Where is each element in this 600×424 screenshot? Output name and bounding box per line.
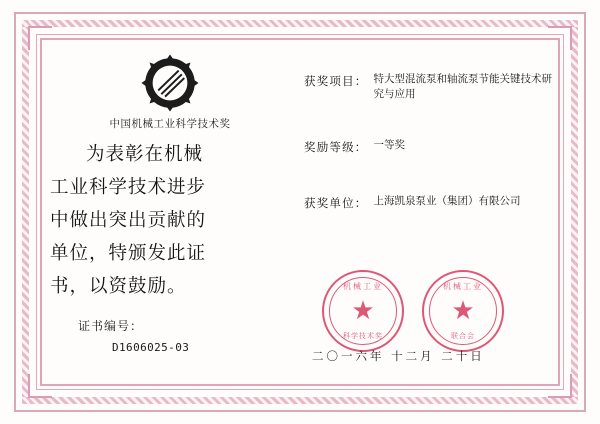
certificate-right-column [304,42,556,382]
field-project [304,72,556,102]
citation-line-4: 单位，特颁发此证 [50,243,207,264]
gear-icon [139,52,201,114]
seal-bottom-text-right: 联合会 [451,332,475,340]
field-project-label: 获奖项目： [304,74,368,88]
field-award-level [304,138,556,155]
citation-line-5: 书，以资鼓励。 [50,276,187,297]
citation-line-1: 为表彰在机械 [86,144,204,165]
certificate-number-value: D1606025-03 [112,341,190,354]
field-award-unit-value: 上海凯泉泵业（集团）有限公司 [373,195,521,207]
seal-top-text-right: 机械工业 [443,282,483,291]
field-project-value: 特大型混流泵和轴流泵节能关键技术研究与应用 [373,73,552,100]
field-award-level-label: 奖励等级： [304,140,368,154]
certificate-number-label: 证书编号： [78,319,144,333]
certificate-content [44,42,556,382]
star-icon: ★ [351,296,375,326]
emblem [44,52,296,131]
issue-date: 二〇一六年 十二月 二十日 [312,349,485,363]
citation-text [50,138,290,303]
official-seal-right [422,270,504,352]
field-award-unit [304,194,556,211]
emblem-organization-name: 中国机械工业科学技术奖 [109,118,231,130]
certificate-number [78,317,298,354]
seal-bottom-text-left: 科学技术奖 [343,332,383,340]
seal-top-text-left: 机械工业 [343,282,383,291]
field-award-level-value: 一等奖 [373,139,405,151]
citation-line-3: 中做出突出贡献的 [50,210,207,231]
citation-line-2: 工业科学技术进步 [50,177,207,198]
star-icon: ★ [451,296,475,326]
certificate-left-column [44,42,296,382]
official-seal-left [322,270,404,352]
field-award-unit-label: 获奖单位： [304,196,368,210]
